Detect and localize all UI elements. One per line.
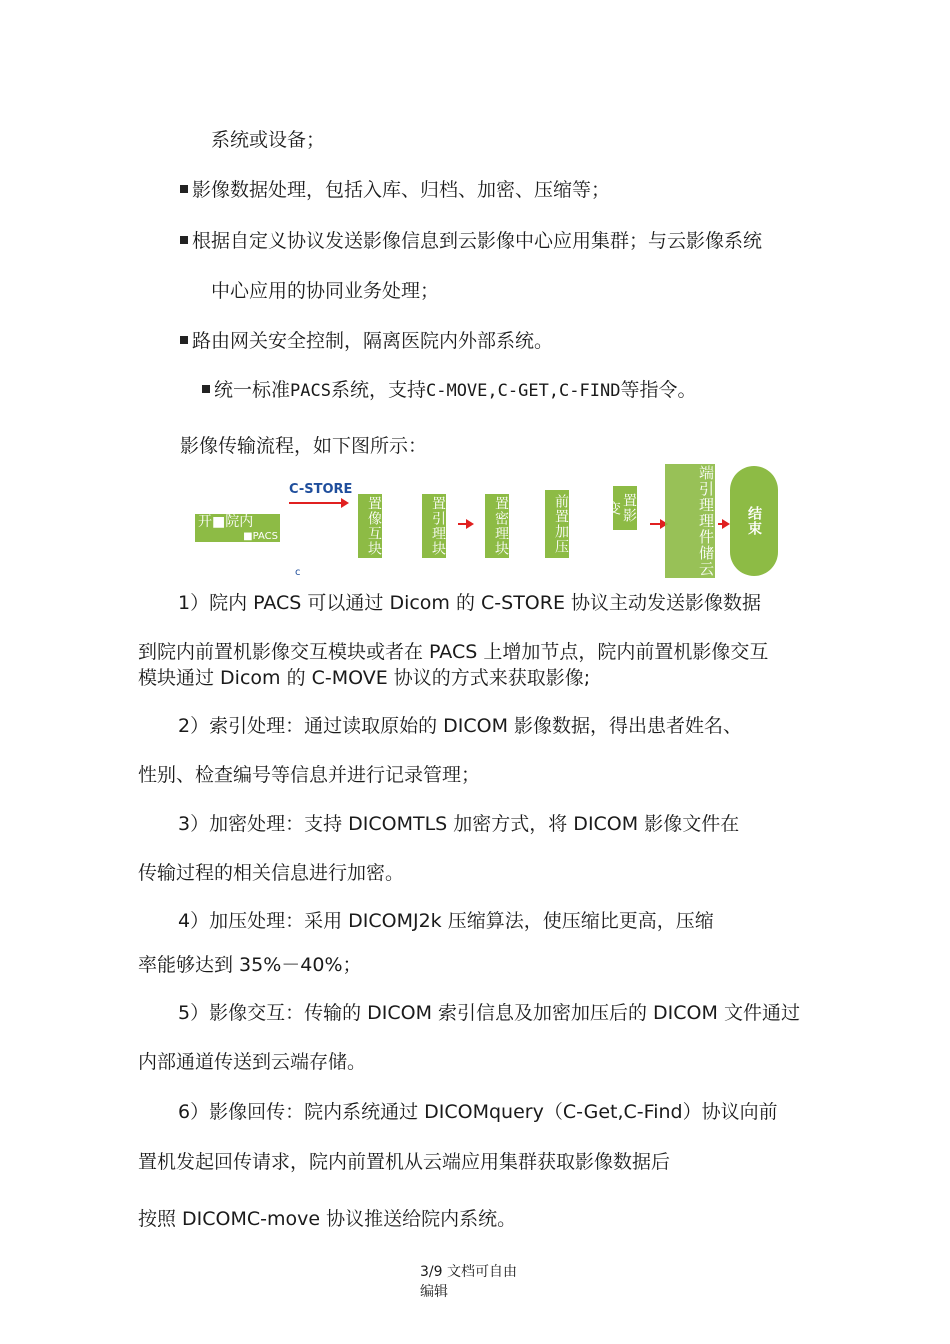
bullet-icon	[180, 185, 188, 193]
start-label: 开■院内	[198, 514, 254, 530]
para-4-line-2: 率能够达到 35%－40%；	[138, 954, 362, 976]
cstore-label: C-STORE	[289, 482, 353, 497]
para-2-line-1: 2）索引处理：通过读取原始的 DICOM 影像数据，得出患者姓名、	[178, 715, 743, 737]
page-footer	[420, 1262, 517, 1302]
flow-arrow-2	[650, 523, 666, 525]
para-6-line-1: 6）影像回传：院内系统通过 DICOMquery（C-Get,C-Find）协议向前	[178, 1101, 778, 1123]
para-6-line-2: 置机发起回传请求，院内前置机从云端应用集群获取影像数据后	[138, 1151, 671, 1173]
transfer-flow-diagram	[195, 464, 785, 578]
para-3-line-1: 3）加密处理：支持 DICOMTLS 加密方式，将 DICOM 影像文件在	[178, 813, 740, 835]
start-sublabel: ■PACS	[243, 531, 278, 542]
cstore-arrow	[289, 502, 347, 504]
para-5-line-1: 5）影像交互：传输的 DICOM 索引信息及加密加压后的 DICOM 文件通过	[178, 1002, 800, 1024]
para-5-line-2: 内部通道传送到云端存储。	[138, 1051, 367, 1073]
text-line-4: 中心应用的协同业务处理；	[211, 280, 440, 302]
bullet-text-d: C-MOVE,C-GET,C-FIND	[425, 381, 621, 401]
bullet-text: 路由网关安全控制，隔离医院内外部系统。	[192, 330, 554, 352]
bullet-text: 根据自定义协议发送影像信息到云影像中心应用集群；与云影像系统	[192, 230, 763, 252]
bullet-icon	[180, 336, 188, 344]
para-2-line-2: 性别、检查编号等信息并进行记录管理；	[138, 764, 481, 786]
footer-line-1: 3/9 文档可自由	[420, 1264, 517, 1280]
para-6-line-3: 按照 DICOMC-move 协议推送给院内系统。	[138, 1208, 517, 1230]
text-line-1: 系统或设备；	[211, 129, 326, 151]
para-1-line-3: 模块通过 Dicom 的 C-MOVE 协议的方式来获取影像;	[138, 667, 591, 689]
bullet-item-3	[180, 329, 553, 353]
diagram-caption: 影像传输流程，如下图所示：	[180, 435, 428, 457]
bullet-icon	[180, 236, 188, 244]
flow-box-5: 置影变	[613, 486, 637, 530]
flow-box-6: 端引理理件储云	[665, 464, 715, 578]
para-1-line-1: 1）院内 PACS 可以通过 Dicom 的 C-STORE 协议主动发送影像数据	[178, 592, 761, 614]
start-box	[195, 514, 280, 542]
flow-arrow-1	[458, 523, 472, 525]
bullet-text: 影像数据处理，包括入库、归档、加密、压缩等；	[192, 179, 611, 201]
flow-arrow-3	[718, 523, 728, 525]
bullet-text-c: 系统，支持	[330, 379, 426, 401]
para-4-line-1: 4）加压处理：采用 DICOMJ2k 压缩算法，使压缩比更高，压缩	[178, 910, 714, 932]
flow-box-4: 前置加压	[545, 490, 569, 558]
para-1-line-2: 到院内前置机影像交互模块或者在 PACS 上增加节点，院内前置机影像交互	[138, 641, 769, 663]
bullet-item-2	[180, 229, 762, 253]
end-box	[730, 466, 778, 576]
footer-line-2: 编辑	[420, 1284, 448, 1300]
bullet-item-4	[202, 378, 696, 403]
end-label: 结束	[746, 506, 762, 536]
bullet-icon	[202, 385, 210, 393]
flow-box-3: 置密理块	[485, 494, 509, 558]
para-3-line-2: 传输过程的相关信息进行加密。	[138, 862, 405, 884]
bullet-text-e: 等指令。	[620, 379, 697, 401]
bullet-item-1	[180, 178, 610, 202]
stray-mark: c	[295, 567, 301, 578]
bullet-text-b: PACS	[290, 381, 331, 401]
bullet-text-a: 统一标准	[214, 379, 291, 401]
flow-box-2: 置引理块	[422, 494, 446, 558]
flow-box-1: 置像互块	[358, 494, 382, 558]
